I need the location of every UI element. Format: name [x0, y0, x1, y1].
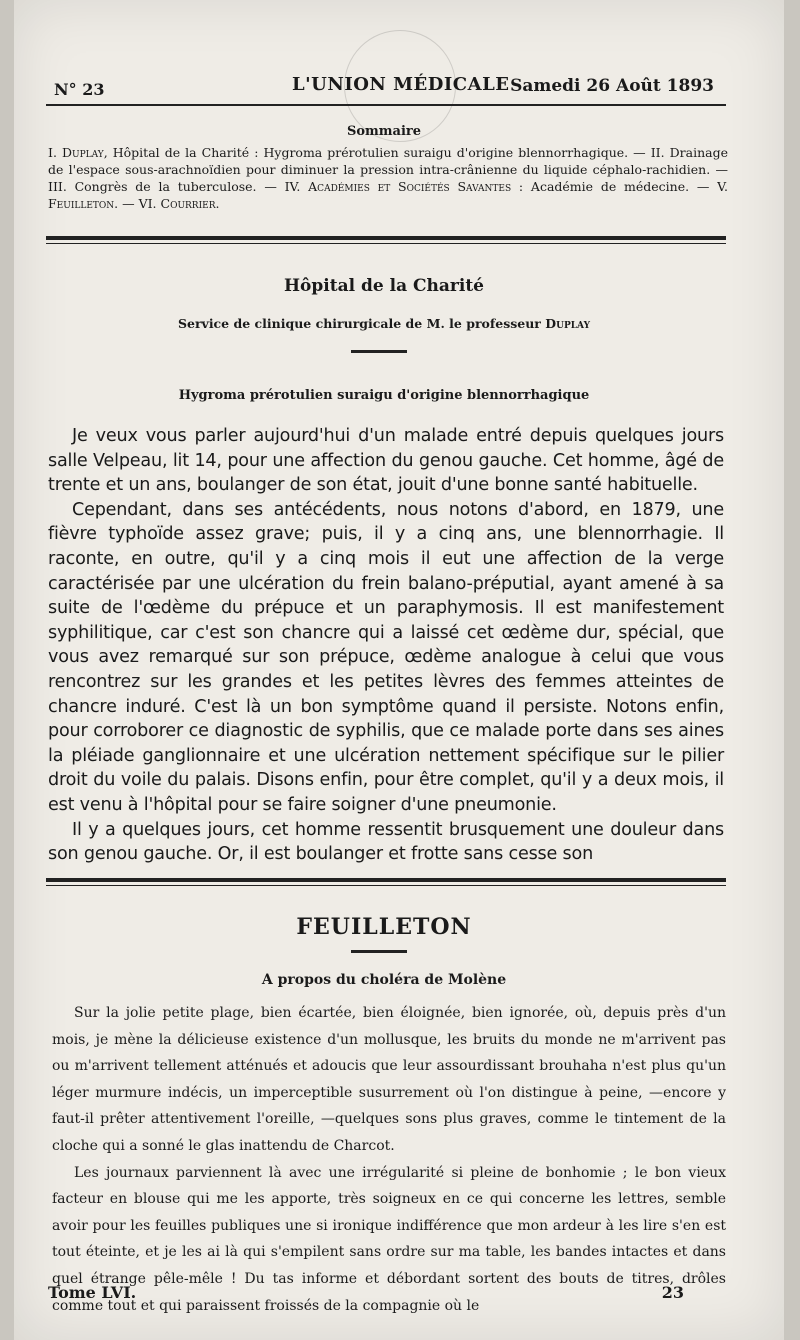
article-paragraph: Je veux vous parler aujourd'hui d'un malade entré depuis quelques jours salle Velpeau, lit 14, pour une affection du genou gauche. Cet homme, âgé de trente et un ans, boulanger de son état, jouit d'une bonne santé habituelle.: [48, 426, 724, 496]
sommaire-title: Sommaire: [346, 124, 422, 139]
table-of-contents: [48, 144, 728, 212]
hospital-section-title: Hôpital de la Charité: [284, 276, 484, 296]
page-number: 23: [661, 1283, 684, 1302]
toc-item-4-text: : Académie de médecine. — V.: [511, 179, 728, 194]
issue-number: N° 23: [54, 80, 105, 99]
toc-feuilleton: Feuilleton.: [48, 196, 119, 211]
feuilleton-rule-thick: [46, 878, 726, 882]
ornamental-rule: [351, 350, 407, 353]
toc-roman-one: I.: [48, 145, 62, 160]
feuilleton-rule-thin: [46, 885, 726, 886]
professor-name: Duplay: [545, 316, 590, 331]
header-rule: [46, 104, 726, 106]
feuilleton-body: [52, 1000, 726, 1319]
service-text: Service de clinique chirurgicale de M. le professeur: [177, 316, 546, 331]
feuilleton-paragraph: Sur la jolie petite plage, bien écartée, bien éloignée, bien ignorée, où, depuis près d'un mois, je mène la délicieuse existence d'un mollusque, les bruits du monde ne m'arrivent pas ou m'arrivent tellement atténués et adoucis que leur assourdissant brouhaha n'est plus qu'un léger murmure indécis, un imperceptible susurrement où l'on distingue à peine, —encore y faut-il prêter attentivement l'oreille, —quelques sons plus graves, comme le tintement de la cloche qui a sonné le glas inattendu de Charcot.: [52, 1005, 726, 1154]
section-rule-thick: [46, 236, 726, 240]
feuilleton-heading: A propos du choléra de Molène: [261, 972, 507, 988]
journal-page: [14, 0, 784, 1340]
journal-title: L'UNION MÉDICALE: [292, 74, 510, 95]
article-paragraph: Il y a quelques jours, cet homme ressentit brusquement une douleur dans son genou gauche. Or, il est boulanger et frotte sans cesse son: [48, 819, 724, 865]
page-header: [54, 72, 714, 100]
section-rule-thin: [46, 243, 726, 244]
feuilleton-ornament: [351, 950, 407, 953]
article-body: [48, 424, 724, 867]
toc-courrier: Courrier.: [160, 196, 220, 211]
service-subtitle: [14, 316, 754, 331]
toc-item-6-prefix: — VI.: [118, 196, 161, 211]
article-paragraph: Cependant, dans ses antécédents, nous notons d'abord, en 1879, une fièvre typhoïde assez grave; puis, il y a cinq ans, une blennorrhagie. Il raconte, en outre, qu'il y a cinq mois il eut une affection de la verge caractérisée par une ulcération du frein balano-préputial, ayant amené à sa suite de l'œdème du prépuce et un paraphymosis. Il est manifestement syphilitique, car c'est son chancre qui a laissé cet œdème dur, spécial, que vous avez remarqué sur son prépuce, œdème analogue à celui que vous rencontrez sur les grandes et les petites lèvres des femmes atteintes de chancre induré. C'est là un bon symptôme quand il persiste. Notons enfin, pour corroborer ce diagnostic de syphilis, que ce malade porte dans ses aines la pléiade ganglionnaire et une ulcération nettement spécifique sur le pilier droit du voile du palais. Disons enfin, pour être complet, qu'il y a deux mois, il est venu à l'hôpital pour se faire soigner d'une pneumonie.: [48, 499, 724, 815]
issue-date: Samedi 26 Août 1893: [510, 76, 714, 96]
tome-label: Tome LVI.: [48, 1283, 137, 1302]
feuilleton-paragraph: Les journaux parviennent là avec une irrégularité si pleine de bonhomie ; le bon vieux facteur en blouse qui me les apporte, très soigneux en ce qui concerne les lettres, semble avoir pour les feuilles publiques une si ironique indifférence que mon ardeur à les lire s'en est tout éteinte, et je les ai là qui s'empilent sans ordre sur ma table, les bandes intactes et dans quel étrange pêle-mêle ! Du tas informe et débordant sortent des bouts de titres, drôles comme tout et qui paraissent froissés de la compagnie où le: [52, 1164, 726, 1314]
toc-items-1-4: Hôpital de la Charité : Hygroma prérotulien suraigu d'origine blennorrhagique. — II. Drainage de l'espace sous-arachnoïdien pour diminuer la pression intra-crânienne du liquide céphalo-rachidien. — III. Congrès de la tuberculose. — IV.: [48, 145, 728, 194]
article-title: Hygroma prérotulien suraigu d'origine blennorrhagique: [178, 388, 590, 403]
toc-academies: Académies et Sociétés Savantes: [308, 179, 512, 194]
toc-author: Duplay,: [61, 145, 108, 160]
page-footer: [48, 1283, 724, 1307]
feuilleton-title: FEUILLETON: [296, 914, 472, 940]
